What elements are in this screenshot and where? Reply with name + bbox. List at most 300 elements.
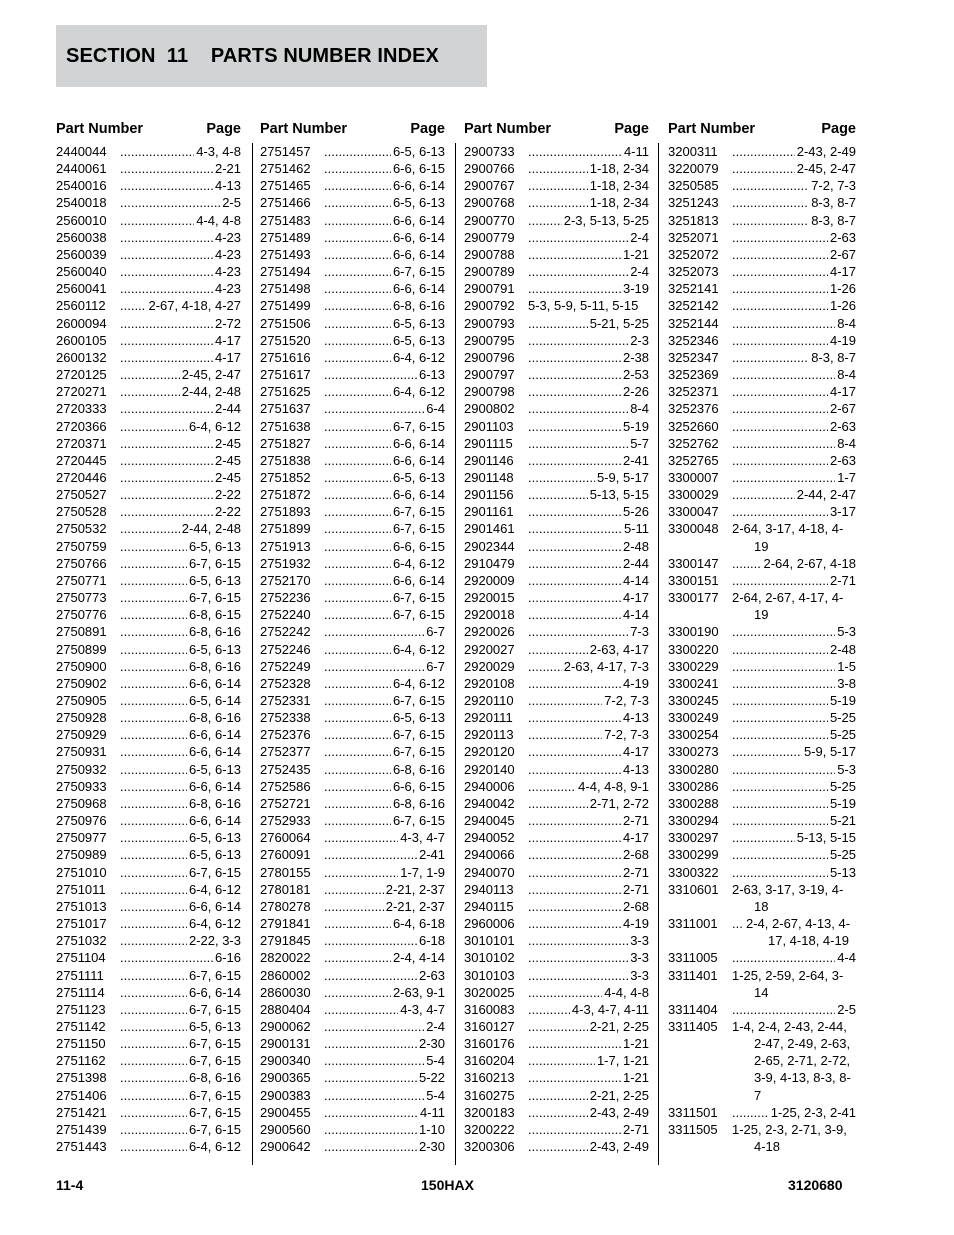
index-entry	[464, 984, 649, 1001]
part-number: 2780278	[260, 898, 311, 914]
index-entry	[464, 418, 649, 435]
leader-dots	[528, 589, 621, 606]
part-number: 3300029	[668, 487, 719, 503]
page-reference: 6-5, 6-13	[188, 847, 241, 863]
page-reference: 2-44	[214, 401, 241, 417]
page-reference: 1-18, 2-34	[589, 195, 649, 211]
page-reference: 2-64, 2-67, 4-18	[763, 555, 856, 571]
part-number: 2900766	[464, 161, 515, 177]
page-reference: 6-8, 6-16	[188, 1070, 241, 1086]
leader-dots	[528, 400, 628, 417]
leader-dots	[528, 829, 621, 846]
leader-dots	[732, 572, 828, 589]
page-reference: 6-4, 6-12	[392, 675, 445, 691]
leader-dots	[324, 212, 391, 229]
index-entry	[56, 572, 241, 589]
leader-dots	[120, 1018, 187, 1035]
leader-dots	[324, 572, 391, 589]
page-reference: 6-5, 6-13	[392, 469, 445, 485]
page-reference: 4-4, 4-8, 9-1	[578, 778, 649, 794]
leader-dots	[528, 212, 562, 229]
leader-dots	[324, 1035, 417, 1052]
footer-model: 150HAX	[421, 1177, 474, 1193]
index-entry	[668, 692, 856, 709]
index-entry	[260, 349, 445, 366]
part-number: 2940115	[464, 898, 514, 914]
page-reference: 4-17	[622, 744, 649, 760]
part-number: 2751013	[56, 898, 107, 914]
leader-dots	[324, 555, 391, 572]
page-reference: 2-63, 4-17	[589, 641, 649, 657]
leader-dots	[324, 469, 391, 486]
index-entry	[464, 623, 649, 640]
leader-dots	[120, 418, 187, 435]
index-entry	[260, 589, 445, 606]
leader-dots	[528, 555, 621, 572]
page-reference: 2-48	[622, 538, 649, 554]
index-entry	[260, 315, 445, 332]
part-number: 3200306	[464, 1139, 515, 1155]
leader-dots	[324, 177, 391, 194]
index-entry	[260, 1052, 445, 1069]
index-entry	[668, 967, 856, 1001]
index-entry	[260, 915, 445, 932]
leader-dots	[120, 435, 213, 452]
page-reference: 2-45	[214, 469, 241, 485]
leader-dots	[732, 297, 828, 314]
leader-dots	[528, 641, 588, 658]
leader-dots	[732, 692, 828, 709]
index-entry	[260, 400, 445, 417]
page-reference: 2-21, 2-25	[589, 1087, 649, 1103]
leader-dots	[324, 520, 391, 537]
leader-dots	[528, 246, 621, 263]
leader-dots	[732, 469, 835, 486]
part-number: 2750977	[56, 830, 107, 846]
part-number: 3160176	[464, 1036, 515, 1052]
page-reference: 2-21, 2-37	[385, 898, 445, 914]
index-entry	[56, 984, 241, 1001]
part-number: 2751616	[260, 349, 311, 365]
part-number: 2920108	[464, 675, 515, 691]
page-reference: 6-6, 6-15	[392, 778, 445, 794]
part-number: 2760064	[260, 830, 311, 846]
index-entry	[260, 1069, 445, 1086]
index-entry	[668, 623, 856, 640]
leader-dots	[528, 984, 602, 1001]
page-reference: 6-5, 6-13	[188, 1018, 241, 1034]
part-number: 3300297	[668, 830, 719, 846]
page-reference: 6-8, 6-16	[188, 624, 241, 640]
page-reference: 6-8, 6-16	[392, 761, 445, 777]
page-reference: 6-6, 6-14	[392, 487, 445, 503]
page-reference: 2-71	[829, 572, 856, 588]
leader-dots	[528, 932, 628, 949]
page-reference: 6-6, 6-14	[392, 572, 445, 588]
part-number: 2750932	[56, 761, 107, 777]
page-reference: 5-13, 5-15	[796, 830, 856, 846]
part-number: 3252660	[668, 418, 719, 434]
page-reference: 5-25	[829, 847, 856, 863]
index-entry	[260, 435, 445, 452]
page-reference: 2-67	[829, 246, 856, 262]
leader-dots	[732, 452, 828, 469]
page-reference: 6-4, 6-12	[392, 384, 445, 400]
page-reference: 2-5	[837, 1001, 856, 1017]
page-reference: 6-5, 6-13	[392, 195, 445, 211]
leader-dots	[732, 658, 835, 675]
part-number: 2920015	[464, 590, 515, 606]
part-number: 2750891	[56, 624, 107, 640]
index-entry	[464, 915, 649, 932]
index-entry	[668, 812, 856, 829]
part-number: 2751439	[56, 1121, 107, 1137]
page-reference: 2-68	[622, 847, 649, 863]
page-reference: 7-2, 7-3	[604, 693, 649, 708]
part-number: 3252369	[668, 367, 719, 383]
leader-dots	[732, 332, 828, 349]
page-reference: 1-7, 1-21	[596, 1053, 649, 1069]
index-entry	[56, 675, 241, 692]
leader-dots	[528, 194, 588, 211]
leader-dots	[528, 1121, 621, 1138]
page-reference: 4-23	[214, 246, 241, 262]
index-entry	[56, 160, 241, 177]
leader-dots	[732, 812, 828, 829]
part-number: 2940052	[464, 830, 515, 846]
page-reference: 6-7, 6-15	[392, 693, 445, 708]
leader-dots	[324, 984, 391, 1001]
leader-dots	[528, 658, 562, 675]
leader-dots	[732, 400, 828, 417]
index-entry	[668, 315, 856, 332]
index-entry	[668, 555, 856, 572]
part-number: 2751489	[260, 229, 311, 245]
page-reference: 2-4, 4-14	[392, 950, 445, 966]
part-number: 3300007	[668, 469, 719, 485]
page-reference: 1-18, 2-34	[589, 178, 649, 194]
page-reference: 1-7	[837, 469, 856, 485]
index-entry	[260, 229, 445, 246]
page-reference: 2-22, 3-3	[188, 933, 241, 949]
index-entry	[56, 795, 241, 812]
part-number: 2900788	[464, 246, 515, 262]
page-reference: 2-21, 2-25	[589, 1018, 649, 1034]
page-reference: 1-21	[622, 1070, 649, 1086]
page-reference: 6-5, 6-14	[188, 693, 241, 708]
page-reference: 6-6, 6-15	[392, 161, 445, 177]
page-reference: 6-7, 6-15	[188, 1001, 241, 1017]
leader-dots	[120, 555, 187, 572]
index-entry	[260, 1104, 445, 1121]
index-entry	[260, 641, 445, 658]
part-number: 2900796	[464, 349, 515, 365]
page-reference: 2-63	[829, 452, 856, 468]
leader-dots	[732, 486, 795, 503]
part-number: 3160127	[464, 1018, 515, 1034]
page-reference: 2-4, 2-67, 4-13, 4-17, 4-18, 4-19	[746, 916, 851, 949]
index-entry	[56, 658, 241, 675]
leader-dots	[324, 1018, 424, 1035]
part-number: 3252073	[668, 264, 719, 280]
page-reference: 1-26	[829, 281, 856, 297]
part-number: 2560041	[56, 281, 107, 297]
index-entry	[464, 812, 649, 829]
index-entry	[464, 383, 649, 400]
index-entry	[260, 1138, 445, 1155]
page-reference: 1-21	[622, 1036, 649, 1052]
leader-dots	[528, 469, 595, 486]
index-entry	[464, 212, 649, 229]
part-number: 3300151	[668, 572, 719, 588]
leader-dots	[324, 881, 384, 898]
part-number: 3300177	[668, 590, 719, 606]
page-reference: 2-44	[622, 555, 649, 571]
leader-dots	[120, 1001, 187, 1018]
index-entry	[56, 915, 241, 932]
page-reference: 1-4, 2-4, 2-43, 2-44, 2-47, 2-49, 2-63, 2-65, 2-71, 2-72, 3-9, 4-13, 8-3, 8-7	[732, 1018, 851, 1103]
index-entry	[56, 829, 241, 846]
part-number: 3252347	[668, 349, 719, 365]
page-reference: 5-25	[829, 710, 856, 726]
page-reference: 6-7	[426, 658, 445, 674]
index-entry	[260, 675, 445, 692]
leader-dots	[120, 520, 180, 537]
index-entry	[464, 641, 649, 658]
index-entry	[260, 503, 445, 520]
leader-dots	[528, 572, 621, 589]
page-reference: 4-11	[623, 144, 649, 159]
part-number: 2751032	[56, 933, 107, 949]
column-divider	[455, 143, 456, 1165]
leader-dots	[732, 349, 809, 366]
index-entry	[464, 503, 649, 520]
leader-dots	[528, 606, 621, 623]
column-header	[260, 117, 445, 143]
part-number: 3252072	[668, 246, 719, 262]
part-number: 3300322	[668, 864, 719, 880]
index-column-3	[464, 117, 649, 1155]
index-entry	[464, 246, 649, 263]
page-reference: 2-26	[622, 384, 649, 400]
index-entry	[464, 1052, 649, 1069]
leader-dots	[732, 246, 828, 263]
page-reference: 4-13	[622, 761, 649, 777]
page-reference: 2-63, 4-17, 7-3	[563, 658, 649, 674]
index-entry	[56, 761, 241, 778]
leader-dots	[528, 846, 621, 863]
part-number: 2940006	[464, 778, 515, 794]
part-number: 2752338	[260, 710, 311, 726]
part-number: 2920111	[464, 710, 513, 726]
part-number: 2751852	[260, 469, 311, 485]
index-entry	[464, 658, 649, 675]
leader-dots	[120, 967, 187, 984]
index-entry	[464, 555, 649, 572]
page-reference: 8-4	[837, 367, 856, 383]
part-number: 2752328	[260, 675, 311, 691]
leader-dots	[324, 795, 391, 812]
leader-dots	[324, 692, 391, 709]
index-entry	[464, 967, 649, 984]
leader-dots	[324, 383, 391, 400]
part-number: 2880404	[260, 1001, 311, 1017]
part-number: 2751406	[56, 1087, 107, 1103]
page-reference: 6-7, 6-15	[188, 967, 241, 983]
leader-dots	[732, 795, 828, 812]
index-entry	[260, 555, 445, 572]
part-number: 2860002	[260, 967, 311, 983]
leader-dots	[324, 641, 391, 658]
index-entry	[56, 452, 241, 469]
page-reference: 2-71, 2-72	[589, 795, 649, 811]
part-number: 2750528	[56, 504, 107, 520]
leader-dots	[732, 263, 828, 280]
index-entry	[668, 658, 856, 675]
page-reference: 6-4	[426, 401, 445, 417]
leader-dots	[324, 1087, 424, 1104]
index-entry	[260, 606, 445, 623]
part-number: 3200183	[464, 1104, 515, 1120]
index-entry	[668, 709, 856, 726]
page-reference: 5-21, 5-25	[589, 315, 649, 331]
leader-dots	[324, 778, 391, 795]
part-number: 2751017	[56, 916, 107, 932]
leader-dots	[120, 383, 180, 400]
part-number: 3252071	[668, 229, 719, 245]
part-number: 2900793	[464, 315, 515, 331]
leader-dots	[324, 452, 391, 469]
page-reference: 2-22	[214, 487, 241, 503]
index-entry	[260, 846, 445, 863]
part-number: 3160275	[464, 1087, 515, 1103]
leader-dots	[732, 709, 828, 726]
page-reference: 6-7, 6-15	[392, 744, 445, 760]
part-number: 2860030	[260, 984, 311, 1000]
part-number: 2751617	[260, 367, 311, 383]
part-number: 2720445	[56, 452, 107, 468]
part-number: 2752586	[260, 778, 311, 794]
page-reference: 2-41	[418, 847, 445, 863]
part-number: 2940045	[464, 813, 515, 829]
page-reference: 4-3, 4-8	[196, 144, 241, 159]
part-number: 3020025	[464, 984, 515, 1000]
part-number: 2750899	[56, 641, 107, 657]
index-entry	[464, 881, 649, 898]
leader-dots	[120, 572, 187, 589]
leader-dots	[732, 778, 828, 795]
page-reference: 6-4, 6-12	[392, 641, 445, 657]
leader-dots	[732, 503, 828, 520]
index-entry	[260, 881, 445, 898]
leader-dots	[528, 967, 628, 984]
index-entry	[464, 829, 649, 846]
index-entry	[56, 606, 241, 623]
page-reference: 6-6, 6-14	[392, 452, 445, 468]
page-reference: 4-17	[214, 349, 241, 365]
index-entry	[260, 692, 445, 709]
page-reference: 2-63	[418, 967, 445, 983]
part-number: 3252144	[668, 315, 719, 331]
page-reference: 6-6, 6-14	[392, 281, 445, 297]
index-entry	[464, 177, 649, 194]
index-entry	[260, 984, 445, 1001]
page-reference: 6-7, 6-15	[188, 1087, 241, 1103]
page-heading: Page	[614, 121, 649, 137]
index-entry	[668, 160, 856, 177]
page-reference: 2-71	[622, 813, 649, 829]
leader-dots	[732, 641, 828, 658]
part-number: 2750902	[56, 675, 107, 691]
leader-dots	[528, 778, 576, 795]
index-entry	[464, 675, 649, 692]
part-number: 2750527	[56, 487, 107, 503]
page-reference: 2-68	[622, 898, 649, 914]
leader-dots	[324, 658, 424, 675]
index-entry	[260, 1018, 445, 1035]
index-entry	[260, 709, 445, 726]
page-reference: 2-30	[418, 1036, 445, 1052]
part-number: 2751637	[260, 401, 311, 417]
leader-dots	[120, 1035, 187, 1052]
leader-dots	[120, 675, 187, 692]
index-entry	[464, 469, 649, 486]
part-number: 3010102	[464, 950, 515, 966]
page-reference: 4-17	[829, 384, 856, 400]
index-entry	[56, 503, 241, 520]
part-number: 2910479	[464, 555, 515, 571]
part-number: 2920026	[464, 624, 515, 640]
part-number: 2751638	[260, 418, 311, 434]
part-number: 2751466	[260, 195, 311, 211]
page-reference: 6-6, 6-14	[392, 229, 445, 245]
index-entry	[56, 1138, 241, 1155]
part-number: 2760091	[260, 847, 311, 863]
page-reference: 6-16	[214, 950, 241, 966]
index-entry	[56, 520, 241, 537]
leader-dots	[120, 589, 187, 606]
leader-dots	[324, 589, 391, 606]
page-reference: 6-6, 6-14	[392, 178, 445, 194]
leader-dots	[120, 143, 194, 160]
leader-dots	[324, 246, 391, 263]
leader-dots	[528, 692, 602, 709]
leader-dots	[528, 143, 622, 160]
page-reference: 2-45	[214, 452, 241, 468]
leader-dots	[732, 915, 744, 949]
footer-page-number: 11-4	[56, 1177, 84, 1193]
page-reference: 2-45, 2-47	[181, 367, 241, 383]
leader-dots	[120, 795, 187, 812]
leader-dots	[324, 967, 417, 984]
part-number: 2560112	[56, 298, 106, 314]
leader-dots	[732, 143, 795, 160]
index-entry	[260, 246, 445, 263]
index-entry	[464, 846, 649, 863]
page-reference: 2-21, 2-37	[385, 881, 445, 897]
leader-dots	[528, 1001, 570, 1018]
index-entry	[668, 795, 856, 812]
part-number: 2750773	[56, 590, 107, 606]
index-entry	[464, 435, 649, 452]
index-entry	[56, 864, 241, 881]
leader-dots	[732, 726, 828, 743]
index-entry	[464, 1035, 649, 1052]
part-number: 2751506	[260, 315, 311, 331]
leader-dots	[324, 143, 391, 160]
leader-dots	[324, 229, 391, 246]
part-number: 2920113	[464, 727, 514, 743]
